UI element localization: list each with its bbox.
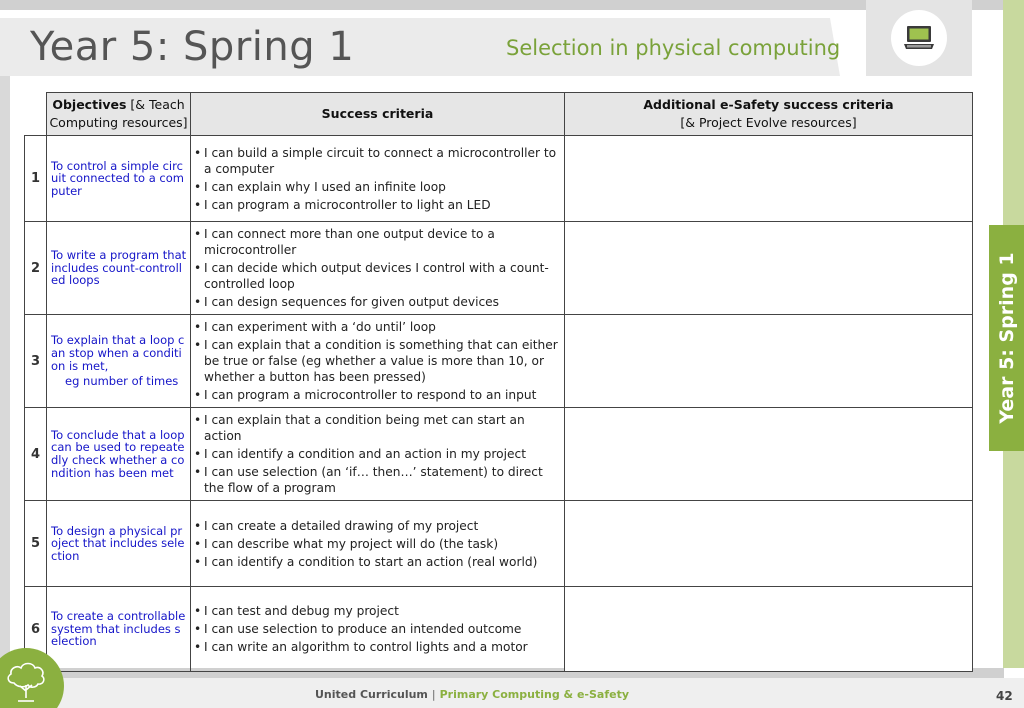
table-row bbox=[25, 315, 973, 408]
objective-cell bbox=[47, 501, 191, 587]
criteria-item: • I can decide which output devices I control with a count-controlled loop bbox=[194, 260, 560, 292]
corner-cell bbox=[25, 93, 47, 136]
criteria-item: • I can identify a condition and an action in my project bbox=[194, 446, 560, 462]
table-row bbox=[25, 587, 973, 672]
footer-subject: Primary Computing & e-Safety bbox=[439, 688, 630, 701]
table-row bbox=[25, 501, 973, 587]
left-border bbox=[0, 76, 10, 668]
lesson-number: 5 bbox=[25, 501, 47, 587]
criteria-item: • I can design sequences for given output devices bbox=[194, 294, 560, 310]
criteria-item: • I can connect more than one output device to a microcontroller bbox=[194, 226, 560, 258]
criteria-item: • I can test and debug my project bbox=[194, 603, 560, 619]
laptop-icon bbox=[903, 24, 935, 52]
lesson-number: 4 bbox=[25, 408, 47, 501]
objective-cell bbox=[47, 408, 191, 501]
table-row bbox=[25, 408, 973, 501]
esafety-cell bbox=[565, 501, 973, 587]
footer-separator: | bbox=[431, 688, 436, 701]
year-side-tab bbox=[989, 225, 1024, 451]
criteria-item: • I can identify a condition to start an action (real world) bbox=[194, 554, 560, 570]
esafety-cell bbox=[565, 408, 973, 501]
objectives-header: Objectives [& Teach Computing resources] bbox=[47, 93, 191, 136]
footer-text bbox=[0, 688, 944, 701]
objectives-table bbox=[24, 92, 973, 672]
criteria-item: • I can explain why I used an infinite loop bbox=[194, 179, 560, 195]
objective-cell bbox=[47, 315, 191, 408]
lesson-number: 3 bbox=[25, 315, 47, 408]
criteria-item: • I can create a detailed drawing of my project bbox=[194, 518, 560, 534]
table-header-row bbox=[25, 93, 973, 136]
criteria-item: • I can use selection to produce an intended outcome bbox=[194, 621, 560, 637]
esafety-cell bbox=[565, 587, 973, 672]
table-row bbox=[25, 222, 973, 315]
success-criteria-header: Success criteria bbox=[191, 93, 565, 136]
objective-link[interactable]: To write a program that includes count-controlled loops bbox=[51, 248, 187, 288]
esafety-cell bbox=[565, 222, 973, 315]
objective-link[interactable]: To conclude that a loop can be used to repeatedly check whether a condition has been met bbox=[51, 427, 185, 480]
objective-link[interactable]: To design a physical project that includes selection bbox=[51, 523, 185, 563]
criteria-item: • I can program a microcontroller to respond to an input bbox=[194, 387, 560, 403]
criteria-cell bbox=[191, 315, 565, 408]
criteria-cell bbox=[191, 222, 565, 315]
laptop-icon-badge bbox=[891, 10, 947, 66]
objective-example: eg number of times bbox=[65, 374, 179, 389]
objective-cell bbox=[47, 136, 191, 222]
criteria-cell bbox=[191, 408, 565, 501]
objective-link[interactable]: To explain that a loop can stop when a condition is met, bbox=[51, 333, 185, 373]
criteria-cell bbox=[191, 501, 565, 587]
criteria-item: • I can write an algorithm to control lights and a motor bbox=[194, 639, 560, 655]
footer-curriculum: United Curriculum bbox=[314, 688, 428, 701]
esafety-cell bbox=[565, 136, 973, 222]
lesson-number: 2 bbox=[25, 222, 47, 315]
lesson-number: 6 bbox=[25, 587, 47, 672]
criteria-cell bbox=[191, 587, 565, 672]
page-number: 42 bbox=[996, 689, 1013, 703]
criteria-item: • I can build a simple circuit to connect a microcontroller to a computer bbox=[194, 145, 560, 177]
objective-link[interactable]: To control a simple circuit connected to a computer bbox=[51, 158, 184, 198]
criteria-item: • I can program a microcontroller to light an LED bbox=[194, 197, 560, 213]
criteria-cell bbox=[191, 136, 565, 222]
side-tab-label: Year 5: Spring 1 bbox=[995, 252, 1018, 424]
criteria-item: • I can experiment with a ‘do until’ loop bbox=[194, 319, 560, 335]
criteria-item: • I can explain that a condition being met can start an action bbox=[194, 412, 560, 444]
page-subtitle: Selection in physical computing bbox=[506, 36, 841, 60]
criteria-item: • I can use selection (an ‘if… then…’ statement) to direct the flow of a program bbox=[194, 464, 560, 496]
objective-cell bbox=[47, 222, 191, 315]
esafety-header: Additional e-Safety success criteria [& Project Evolve resources] bbox=[565, 93, 973, 136]
lesson-number: 1 bbox=[25, 136, 47, 222]
criteria-item: • I can explain that a condition is something that can either be true or false (eg whether a value is more than 10, or whether a button has been pressed) bbox=[194, 337, 560, 385]
page-title: Year 5: Spring 1 bbox=[30, 24, 355, 70]
top-border bbox=[0, 0, 1004, 10]
table-row bbox=[25, 136, 973, 222]
esafety-cell bbox=[565, 315, 973, 408]
objective-cell bbox=[47, 587, 191, 672]
criteria-item: • I can describe what my project will do (the task) bbox=[194, 536, 560, 552]
objective-link[interactable]: To create a controllable system that includes selection bbox=[51, 609, 186, 649]
